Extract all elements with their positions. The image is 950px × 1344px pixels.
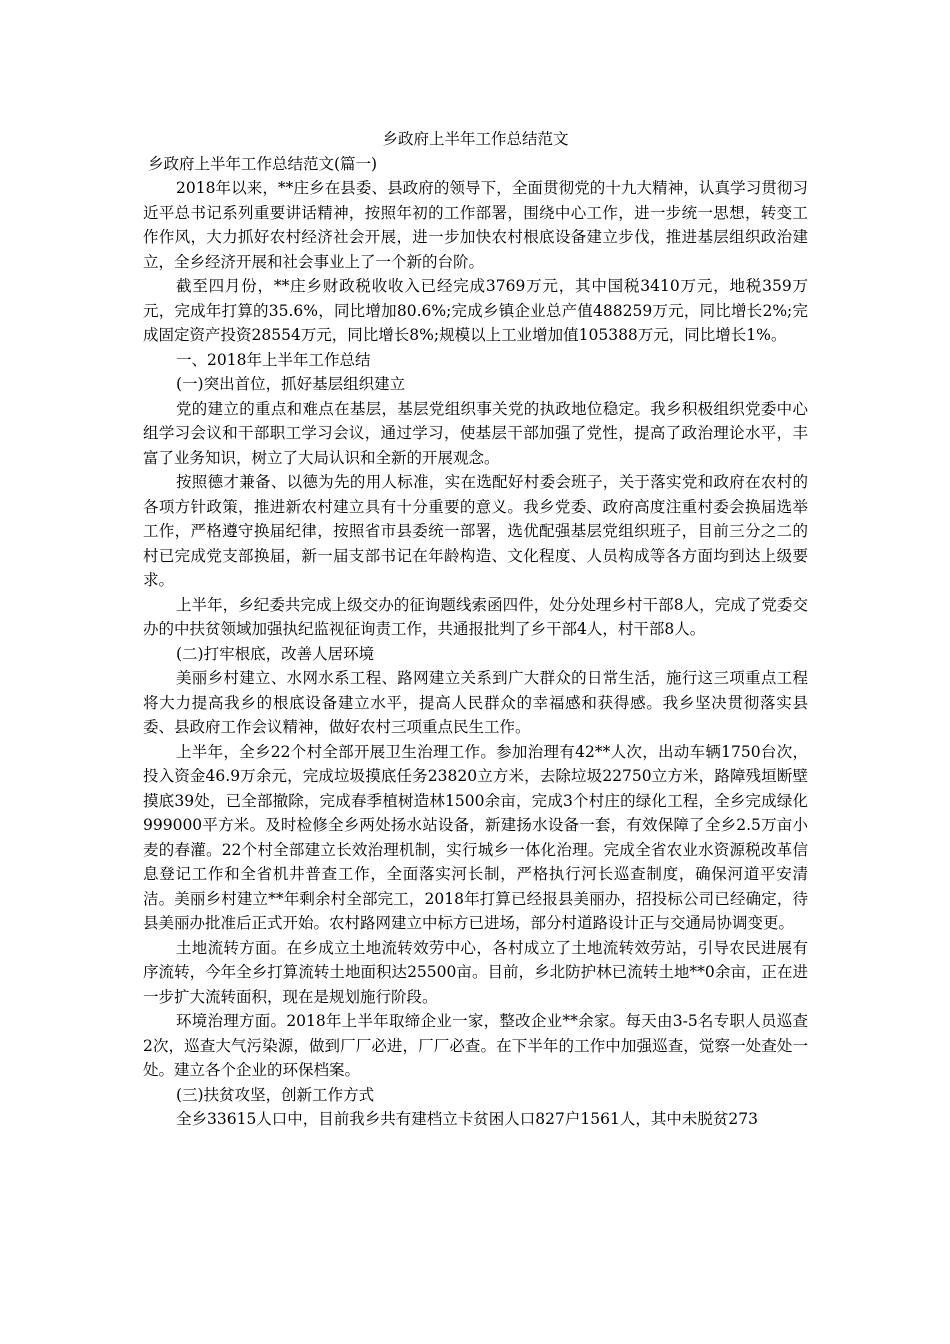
subsection-heading: (二)打牢根底，改善人居环境	[176, 644, 375, 663]
paragraph: 上半年，全乡22个村全部开展卫生治理工作。参加治理有42**人次，出动车辆1750台次，投入资金46.9万余元，完成垃圾摸底任务23820立方米，去除垃圾22750立方米，路障残垣断壁摸底39处，已全部撤除，完成春季植树造林1500余亩，完成3个村庄的绿化工程，全乡完成绿化999000平方米。及时检修全乡两处扬水站设备，新建扬水设备一套，有效保障了全乡2.5万亩小麦的春灌。22个村全部建立长效治理机制，实行城乡一体化治理。完成全省农业水资源税改革信息登记工作和全省机井普查工作，全面落实河长制，严格执行河长巡查制度，确保河道平安清洁。美丽乡村建立**年剩余村全部完工，2018年打算已经报县美丽办，招投标公司已经确定，待县美丽办批准后正式开始。农村路网建立中标方已进场，部分村道路设计正与交通局协调变更。	[143, 742, 808, 932]
paragraph: 2018年以来，**庄乡在县委、县政府的领导下，全面贯彻党的十九大精神，认真学习贯彻习近平总书记系列重要讲话精神，按照年初的工作部署，围绕中心工作，进一步统一思想，转变工作作风，大力抓好农村经济社会开展，进一步加快农村根底设备建立步伐，推进基层组织政治建立，全乡经济开展和社会事业上了一个新的台阶。	[143, 179, 808, 271]
document-subtitle: 乡政府上半年工作总结范文(篇一)	[148, 154, 378, 173]
paragraph: 上半年，乡纪委共完成上级交办的征询题线索函四件，处分处理乡村干部8人，完成了党委交办的中扶贫领域加强执纪监视征询责工作，共通报批判了乡干部4人，村干部8人。	[143, 595, 808, 638]
paragraph: 土地流转方面。在乡成立土地流转效劳中心，各村成立了土地流转效劳站，引导农民进展有序流转，今年全乡打算流转土地面积达25500亩。目前，乡北防护林已流转土地**0余亩，正在进一步扩大流转面积，现在是规划施行阶段。	[143, 938, 808, 1006]
document-title: 乡政府上半年工作总结范文	[382, 130, 569, 148]
subsection-heading: (一)突出首位，抓好基层组织建立	[176, 375, 406, 393]
paragraph: 截至四月份，**庄乡财政税收收入已经完成3769万元，其中国税3410万元，地税359万元，完成年打算的35.6%，同比增加80.6%;完成乡镇企业总产值488259万元，同比增长2%;完成固定资产投资28554万元，同比增长8%;规模以上工业增加值105388万元，同比增长1%。	[143, 277, 808, 344]
paragraph: 党的建立的重点和难点在基层，基层党组织事关党的执政地位稳定。我乡积极组织党委中心组学习会议和干部职工学习会议，通过学习，使基层干部加强了党性，提高了政治理论水平，丰富了业务知识，树立了大局认识和全新的开展观念。	[143, 399, 808, 467]
paragraph: 环境治理方面。2018年上半年取缔企业一家，整改企业**余家。每天由3-5名专职人员巡查2次，巡查大气污染源，做到厂厂必进，厂厂必查。在下半年的工作中加强巡查，觉察一处查处一处。建立各个企业的环保档案。	[143, 1012, 808, 1079]
paragraph: 按照德才兼备、以德为先的用人标准，实在选配好村委会班子，关于落实党和政府在农村的各项方针政策，推进新农村建立具有十分重要的意义。我乡党委、政府高度注重村委会换届选举工作，严格遵守换届纪律，按照省市县委统一部署，选优配强基层党组织班子，目前三分之二的村已完成党支部换届，新一届支部书记在年龄构造、文化程度、人员构成等各方面均到达上级要求。	[143, 473, 808, 589]
paragraph: 美丽乡村建立、水网水系工程、路网建立关系到广大群众的日常生活，施行这三项重点工程将大力提高我乡的根底设备建立水平，提高人民群众的幸福感和获得感。我乡坚决贯彻落实县委、县政府工作会议精神，做好农村三项重点民生工作。	[143, 669, 808, 736]
section-heading: 一、2018年上半年工作总结	[176, 350, 371, 369]
paragraph: 全乡33615人口中，目前我乡共有建档立卡贫困人口827户1561人，其中未脱贫273	[176, 1110, 758, 1128]
subsection-heading: (三)扶贫攻坚，创新工作方式	[176, 1085, 375, 1104]
document-page	[143, 127, 808, 1132]
